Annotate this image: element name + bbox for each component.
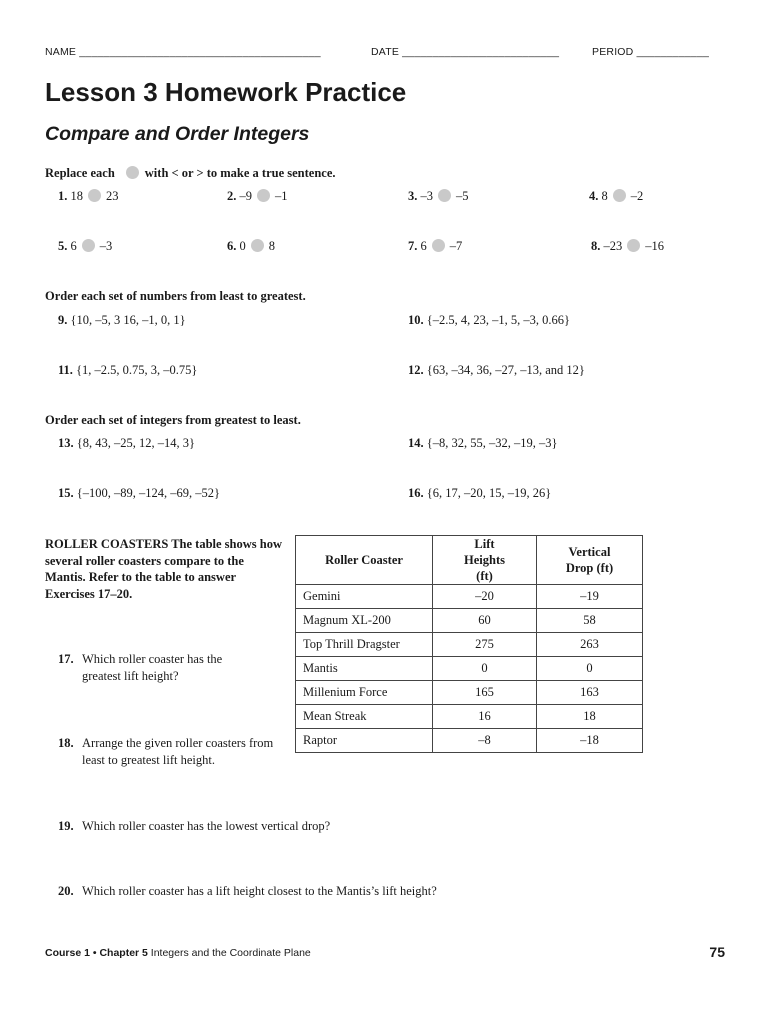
table-header-row — [296, 536, 643, 585]
exercise-10 — [408, 313, 570, 328]
exercise-14 — [408, 436, 558, 451]
coaster-name: Gemini — [296, 585, 433, 609]
table-row — [296, 633, 643, 657]
exercise-number: 15. — [58, 486, 74, 500]
question-text: Which roller coaster has the lowest vertical drop? — [82, 819, 331, 833]
page-title: Lesson 3 Homework Practice — [45, 77, 407, 107]
column-header-lift-height: Lift Heights (ft) — [433, 536, 537, 585]
left-value: –3 — [420, 189, 433, 203]
exercise-number: 1. — [58, 189, 68, 203]
left-value: –9 — [239, 189, 252, 203]
left-value: 6 — [70, 239, 77, 253]
number-set: {10, –5, 3 16, –1, 0, 1} — [70, 313, 186, 327]
right-value: –7 — [449, 239, 463, 253]
exercise-12 — [408, 363, 585, 378]
table-row — [296, 705, 643, 729]
lift-height: –8 — [433, 729, 537, 753]
coaster-name: Mantis — [296, 657, 433, 681]
compare-instruction — [45, 166, 336, 181]
exercise-13 — [58, 436, 195, 451]
vertical-drop: 163 — [537, 681, 643, 705]
coaster-name: Raptor — [296, 729, 433, 753]
exercise-number: 16. — [408, 486, 424, 500]
question-number: 20. — [58, 884, 74, 898]
coaster-name: Magnum XL-200 — [296, 609, 433, 633]
compare-circle-icon[interactable] — [88, 189, 101, 202]
column-header-vertical-drop: Vertical Drop (ft) — [537, 536, 643, 585]
least-to-greatest-instruction: Order each set of numbers from least to greatest. — [45, 289, 306, 303]
compare-circle-icon[interactable] — [82, 239, 95, 252]
exercise-number: 11. — [58, 363, 73, 377]
right-value: –2 — [630, 189, 644, 203]
page-number: 75 — [709, 944, 725, 960]
left-value: 6 — [420, 239, 427, 253]
compare-circle-icon[interactable] — [438, 189, 451, 202]
number-set: {–2.5, 4, 23, –1, 5, –3, 0.66} — [426, 313, 570, 327]
vertical-drop: 58 — [537, 609, 643, 633]
question-20 — [58, 883, 658, 900]
exercise-6 — [227, 239, 275, 254]
question-number: 17. — [58, 652, 74, 666]
exercise-number: 7. — [408, 239, 418, 253]
footer-course-info — [45, 947, 311, 959]
number-set: {8, 43, –25, 12, –14, 3} — [76, 436, 195, 450]
table-row — [296, 729, 643, 753]
right-value: –3 — [99, 239, 113, 253]
exercise-number: 2. — [227, 189, 237, 203]
coaster-name: Millenium Force — [296, 681, 433, 705]
table-row — [296, 657, 643, 681]
exercise-15 — [58, 486, 220, 501]
compare-circle-icon[interactable] — [257, 189, 270, 202]
exercise-9 — [58, 313, 186, 328]
exercise-number: 13. — [58, 436, 74, 450]
exercise-number: 4. — [589, 189, 599, 203]
vertical-drop: 18 — [537, 705, 643, 729]
question-text: Which roller coaster has the greatest lift height? — [82, 652, 223, 683]
question-number: 18. — [58, 736, 74, 750]
vertical-drop: –19 — [537, 585, 643, 609]
exercise-number: 3. — [408, 189, 418, 203]
question-18 — [58, 735, 283, 768]
question-number: 19. — [58, 819, 74, 833]
exercise-number: 8. — [591, 239, 601, 253]
greatest-to-least-instruction: Order each set of integers from greatest to least. — [45, 413, 301, 427]
circle-placeholder-icon — [126, 166, 139, 179]
exercise-number: 14. — [408, 436, 424, 450]
left-value: 8 — [601, 189, 608, 203]
right-value: –1 — [275, 189, 288, 203]
exercise-number: 10. — [408, 313, 424, 327]
date-field-label: DATE __________________________ — [371, 46, 560, 58]
lift-height: 16 — [433, 705, 537, 729]
question-text: Arrange the given roller coasters from least to greatest lift height. — [82, 736, 274, 767]
exercise-number: 9. — [58, 313, 68, 327]
lift-height: 275 — [433, 633, 537, 657]
instruction-text-before: Replace each — [45, 166, 115, 180]
exercise-number: 12. — [408, 363, 424, 377]
number-set: {63, –34, 36, –27, –13, and 12} — [426, 363, 585, 377]
left-value: –23 — [603, 239, 623, 253]
compare-circle-icon[interactable] — [627, 239, 640, 252]
table-row — [296, 681, 643, 705]
right-value: –16 — [645, 239, 664, 253]
coaster-name: Mean Streak — [296, 705, 433, 729]
footer-chapter-title: Integers and the Coordinate Plane — [150, 947, 311, 959]
roller-coaster-intro: ROLLER COASTERS The table shows how several roller coasters compare to the Mantis. Refer to the table to answer Exercises 17–20. — [45, 537, 282, 601]
question-text: Which roller coaster has a lift height closest to the Mantis’s lift height? — [82, 884, 437, 898]
exercise-4 — [589, 189, 643, 204]
period-field-label: PERIOD ____________ — [592, 46, 710, 58]
exercise-2 — [227, 189, 288, 204]
left-value: 18 — [70, 189, 83, 203]
right-value: 23 — [106, 189, 119, 203]
exercise-number: 6. — [227, 239, 237, 253]
compare-circle-icon[interactable] — [251, 239, 264, 252]
vertical-drop: –18 — [537, 729, 643, 753]
coaster-name: Top Thrill Dragster — [296, 633, 433, 657]
right-value: 8 — [268, 239, 275, 253]
table-row — [296, 585, 643, 609]
left-value: 0 — [239, 239, 246, 253]
exercise-5 — [58, 239, 112, 254]
exercise-16 — [408, 486, 551, 501]
vertical-drop: 263 — [537, 633, 643, 657]
footer-course: Course 1 • Chapter 5 — [45, 947, 148, 959]
page-subtitle: Compare and Order Integers — [45, 123, 310, 145]
instruction-text-after: with < or > to make a true sentence. — [144, 166, 336, 180]
vertical-drop: 0 — [537, 657, 643, 681]
lift-height: 60 — [433, 609, 537, 633]
lift-height: 165 — [433, 681, 537, 705]
number-set: {–8, 32, 55, –32, –19, –3} — [426, 436, 558, 450]
number-set: {1, –2.5, 0.75, 3, –0.75} — [76, 363, 198, 377]
number-set: {–100, –89, –124, –69, –52} — [76, 486, 220, 500]
compare-circle-icon[interactable] — [613, 189, 626, 202]
name-field-label: NAME ________________________________________ — [45, 46, 321, 58]
lift-height: –20 — [433, 585, 537, 609]
right-value: –5 — [456, 189, 469, 203]
lift-height: 0 — [433, 657, 537, 681]
exercise-number: 5. — [58, 239, 68, 253]
question-19 — [58, 818, 658, 835]
column-header-coaster: Roller Coaster — [296, 536, 433, 585]
roller-coaster-table — [295, 535, 643, 753]
table-row — [296, 609, 643, 633]
exercise-11 — [58, 363, 197, 378]
number-set: {6, 17, –20, 15, –19, 26} — [426, 486, 552, 500]
exercise-8 — [591, 239, 664, 254]
compare-circle-icon[interactable] — [432, 239, 445, 252]
exercise-7 — [408, 239, 462, 254]
question-17 — [58, 651, 258, 684]
exercise-3 — [408, 189, 469, 204]
exercise-1 — [58, 189, 119, 204]
